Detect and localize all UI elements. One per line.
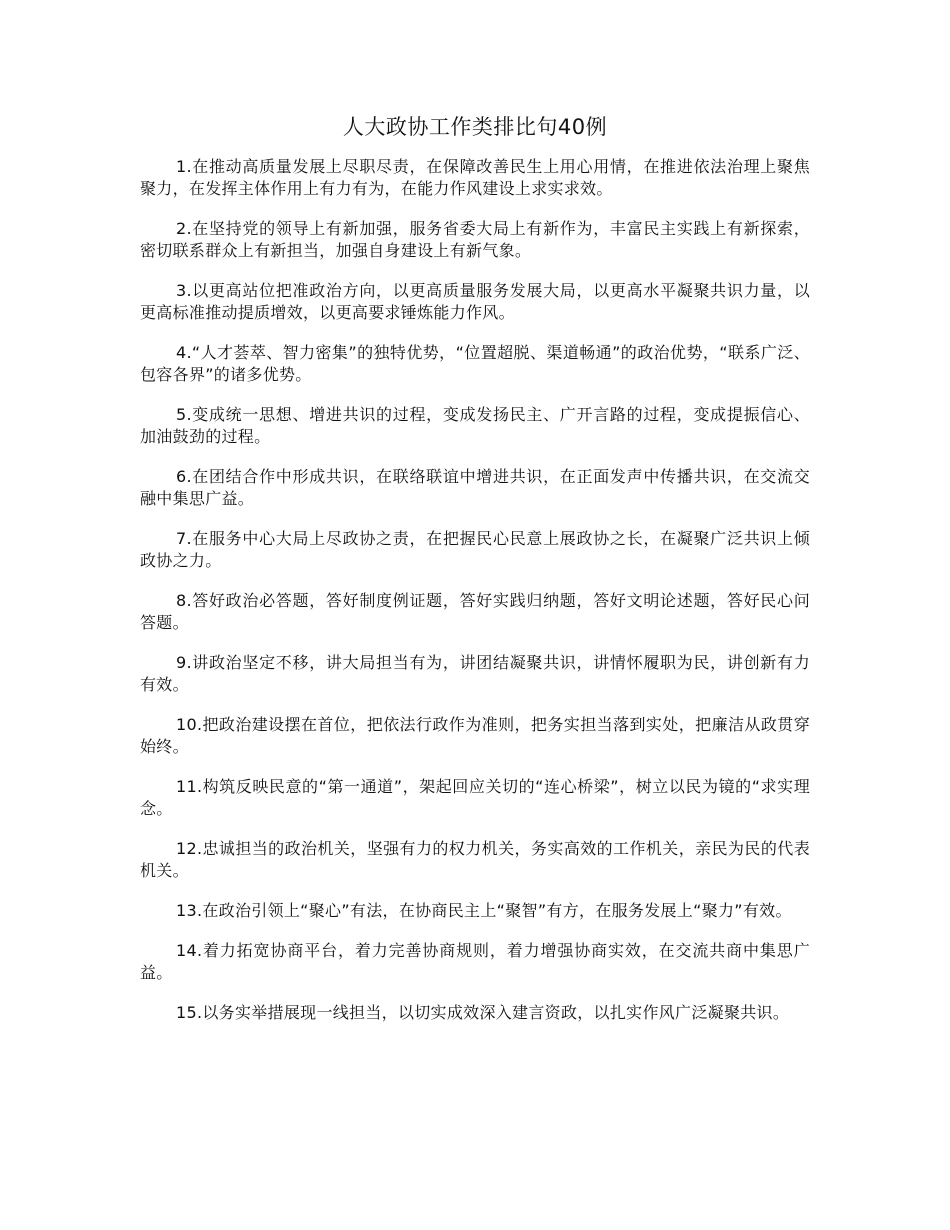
paragraph-list bbox=[140, 156, 810, 1024]
paragraph-13: 13.在政治引领上“聚心”有法，在协商民主上“聚智”有方，在服务发展上“聚力”有效。 bbox=[176, 901, 792, 920]
paragraph-14: 14.着力拓宽协商平台，着力完善协商规则，着力增强协商实效，在交流共商中集思广益。 bbox=[140, 941, 810, 982]
document-title: 人大政协工作类排比句40例 bbox=[342, 115, 608, 139]
paragraph-11: 11.构筑反映民意的“第一通道”，架起回应关切的“连心桥梁”，树立以民为镜的“求实理念。 bbox=[140, 777, 810, 818]
paragraph-8: 8.答好政治必答题，答好制度例证题，答好实践归纳题，答好文明论述题，答好民心问答题。 bbox=[140, 591, 810, 632]
paragraph-1: 1.在推动高质量发展上尽职尽责，在保障改善民生上用心用情，在推进依法治理上聚焦聚力，在发挥主体作用上有力有为，在能力作风建设上求实求效。 bbox=[140, 157, 810, 198]
paragraph-5: 5.变成统一思想、增进共识的过程，变成发扬民主、广开言路的过程，变成提振信心、加油鼓劲的过程。 bbox=[140, 405, 810, 446]
paragraph-4: 4.“人才荟萃、智力密集”的独特优势，“位置超脱、渠道畅通”的政治优势，“联系广泛、包容各界”的诸多优势。 bbox=[140, 343, 810, 384]
paragraph-15: 15.以务实举措展现一线担当，以切实成效深入建言资政，以扎实作风广泛凝聚共识。 bbox=[176, 1003, 790, 1022]
paragraph-6: 6.在团结合作中形成共识，在联络联谊中增进共识，在正面发声中传播共识，在交流交融中集思广益。 bbox=[140, 467, 810, 508]
paragraph-3: 3.以更高站位把准政治方向，以更高质量服务发展大局，以更高水平凝聚共识力量，以更高标准推动提质增效，以更高要求锤炼能力作风。 bbox=[140, 281, 810, 322]
paragraph-9: 9.讲政治坚定不移，讲大局担当有为，讲团结凝聚共识，讲情怀履职为民，讲创新有力有效。 bbox=[140, 653, 810, 694]
paragraph-10: 10.把政治建设摆在首位，把依法行政作为准则，把务实担当落到实处，把廉洁从政贯穿始终。 bbox=[140, 715, 810, 756]
paragraph-2: 2.在坚持党的领导上有新加强，服务省委大局上有新作为，丰富民主实践上有新探索，密切联系群众上有新担当，加强自身建设上有新气象。 bbox=[140, 219, 810, 260]
paragraph-7: 7.在服务中心大局上尽政协之责，在把握民心民意上展政协之长，在凝聚广泛共识上倾政协之力。 bbox=[140, 529, 810, 570]
paragraph-12: 12.忠诚担当的政治机关，坚强有力的权力机关，务实高效的工作机关，亲民为民的代表机关。 bbox=[140, 839, 810, 880]
